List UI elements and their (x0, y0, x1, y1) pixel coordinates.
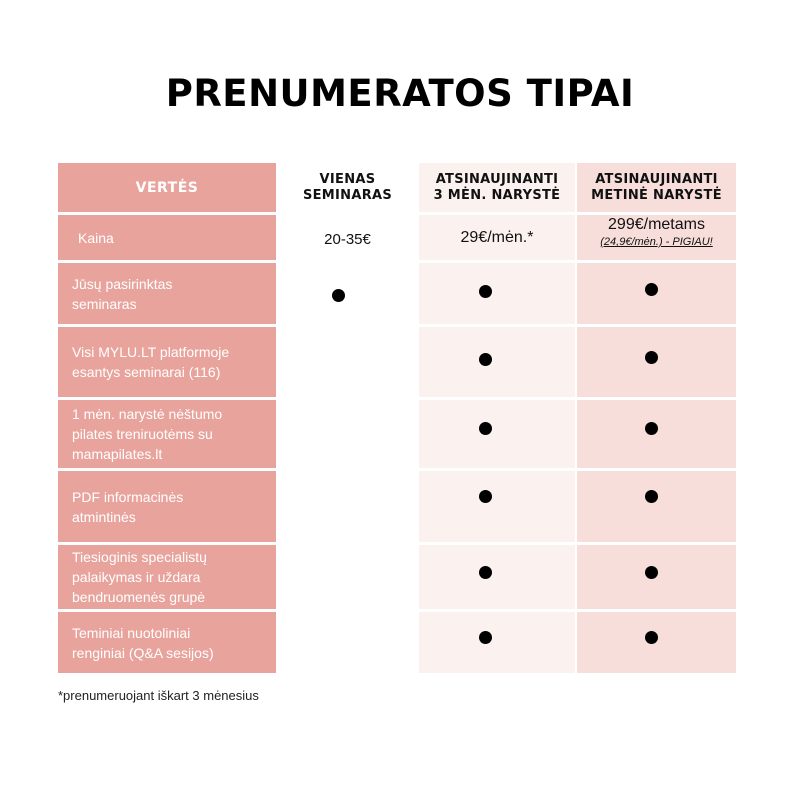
feature-label-line: Teminiai nuotoliniai (72, 624, 191, 641)
three-month-cell (419, 263, 575, 324)
header-single-line2: SEMINARAS (302, 187, 393, 203)
annual-cell (577, 471, 736, 542)
feature-label (72, 342, 229, 382)
single-seminar-cell (279, 612, 416, 673)
single-seminar-cell (279, 263, 416, 324)
single-seminar-cell (279, 400, 416, 468)
header-annual-line1: ATSINAUJINANTI (595, 171, 718, 187)
price-three-month: 29€/mėn.* (460, 229, 534, 246)
included-dot-icon (645, 283, 658, 296)
feature-label-cell (58, 263, 276, 324)
included-dot-icon (645, 490, 658, 503)
header-single-seminar (279, 163, 416, 212)
feature-label (72, 274, 172, 314)
annual-cell (577, 400, 736, 468)
included-dot-icon (479, 422, 492, 435)
header-three-month-line2: 3 MĖN. NARYSTĖ (433, 187, 561, 203)
single-seminar-cell (279, 545, 416, 609)
feature-label-cell (58, 327, 276, 397)
price-three-month-cell (419, 215, 575, 260)
feature-label-line: atmintinės (72, 508, 136, 525)
included-dot-icon (645, 422, 658, 435)
feature-label-line: mamapilates.lt (72, 446, 163, 462)
feature-label-line: renginiai (Q&A sesijos) (72, 644, 214, 661)
feature-label (72, 547, 207, 607)
price-annual: 299€/metams (608, 216, 705, 233)
feature-label (72, 623, 214, 663)
feature-label-cell (58, 471, 276, 542)
feature-label-line: palaikymas ir uždara (72, 569, 201, 585)
single-seminar-cell (279, 327, 416, 397)
annual-cell (577, 612, 736, 673)
included-dot-icon (479, 566, 492, 579)
feature-label-cell (58, 545, 276, 609)
feature-label-line: PDF informacinės (72, 488, 184, 505)
three-month-cell (419, 545, 575, 609)
feature-label-cell (58, 612, 276, 673)
price-label-cell (58, 215, 276, 260)
feature-label-line: seminaras (72, 295, 137, 312)
header-values-label: VERTĖS (135, 179, 199, 196)
feature-label-line: 1 mėn. narystė nėštumo (72, 406, 223, 422)
price-annual-note: (24,9€/mėn.) - PIGIAU! (600, 236, 713, 248)
feature-label-line: Visi MYLU.LT platformoje (72, 344, 230, 360)
included-dot-icon (479, 285, 492, 298)
three-month-cell (419, 400, 575, 468)
footnote: *prenumeruojant iškart 3 mėnesius (58, 688, 259, 703)
header-values-cell (58, 163, 276, 212)
feature-label-line: bendruomenės grupė (72, 589, 206, 605)
annual-cell (577, 545, 736, 609)
feature-label-line: Jūsų pasirinktas (72, 275, 173, 292)
price-single-cell (279, 215, 416, 260)
page-title: PRENUMERATOS TIPAI (165, 72, 635, 115)
feature-label-line: pilates treniruotėms su (72, 426, 213, 442)
header-three-month-line1: ATSINAUJINANTI (435, 171, 559, 187)
three-month-cell (419, 327, 575, 397)
included-dot-icon (645, 566, 658, 579)
feature-label (72, 404, 222, 464)
included-dot-icon (332, 289, 345, 302)
price-label: Kaina (78, 229, 114, 246)
feature-label (72, 487, 183, 527)
included-dot-icon (645, 631, 658, 644)
feature-label-line: esantys seminarai (116) (72, 364, 221, 380)
three-month-cell (419, 471, 575, 542)
included-dot-icon (645, 351, 658, 364)
header-annual (577, 163, 736, 212)
header-single-line1: VIENAS (319, 171, 376, 187)
subscription-table (58, 163, 736, 673)
included-dot-icon (479, 490, 492, 503)
header-three-month (419, 163, 575, 212)
included-dot-icon (479, 631, 492, 644)
three-month-cell (419, 612, 575, 673)
single-seminar-cell (279, 471, 416, 542)
feature-label-line: Tiesioginis specialistų (72, 549, 207, 565)
feature-label-cell (58, 400, 276, 468)
annual-cell (577, 327, 736, 397)
header-annual-line2: METINĖ NARYSTĖ (591, 187, 722, 203)
price-single: 20-35€ (324, 231, 371, 248)
price-annual-cell (577, 215, 736, 260)
included-dot-icon (479, 353, 492, 366)
